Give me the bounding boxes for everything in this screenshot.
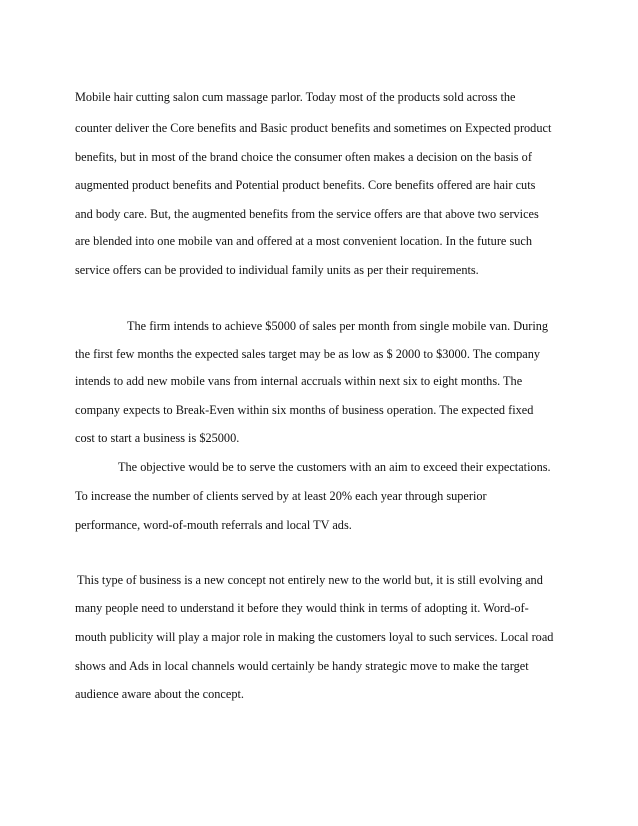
paragraph-4-line-1: This type of business is a new concept not entirely new to the world but, it is still evolving and (77, 573, 543, 587)
paragraph-2-line-1: The firm intends to achieve $5000 of sales per month from single mobile van. During (127, 319, 549, 333)
paragraph-4-line-5: audience aware about the concept. (75, 687, 244, 701)
paragraph-2-line-2: the first few months the expected sales target may be as low as $ 2000 to $3000. The company (75, 347, 541, 361)
paragraph-2-line-5: cost to start a business is $25000. (75, 431, 240, 445)
paragraph-4-line-2: many people need to understand it before they would think in terms of adopting it. Word-of- (75, 601, 529, 615)
paragraph-1-line-6: are blended into one mobile van and offered at a most convenient location. In the future such (75, 234, 532, 248)
paragraph-1-line-5: and body care. But, the augmented benefits from the service offers are that above two services (75, 207, 539, 221)
paragraph-3-line-1: The objective would be to serve the customers with an aim to exceed their expectations. (118, 460, 551, 474)
paragraph-1-line-1: Mobile hair cutting salon cum massage parlor. Today most of the products sold across the (75, 90, 516, 104)
paragraph-3-line-3: performance, word-of-mouth referrals and local TV ads. (75, 518, 352, 532)
paragraph-2-line-3: intends to add new mobile vans from internal accruals within next six to eight months. The (75, 374, 523, 388)
paragraph-4-line-3: mouth publicity will play a major role in making the customers loyal to such services. Local road (75, 630, 554, 644)
paragraph-2-line-4: company expects to Break-Even within six months of business operation. The expected fixed (75, 403, 534, 417)
paragraph-4-line-4: shows and Ads in local channels would certainly be handy strategic move to make the target (75, 659, 529, 673)
paragraph-1-line-4: augmented product benefits and Potential product benefits. Core benefits offered are hair cuts (75, 178, 536, 192)
paragraph-1-line-2: counter deliver the Core benefits and Basic product benefits and sometimes on Expected product (75, 121, 552, 135)
paragraph-1-line-7: service offers can be provided to individual family units as per their requirements. (75, 263, 479, 277)
paragraph-1-line-3: benefits, but in most of the brand choice the consumer often makes a decision on the basis of (75, 150, 532, 164)
paragraph-3-line-2: To increase the number of clients served by at least 20% each year through superior (75, 489, 487, 503)
